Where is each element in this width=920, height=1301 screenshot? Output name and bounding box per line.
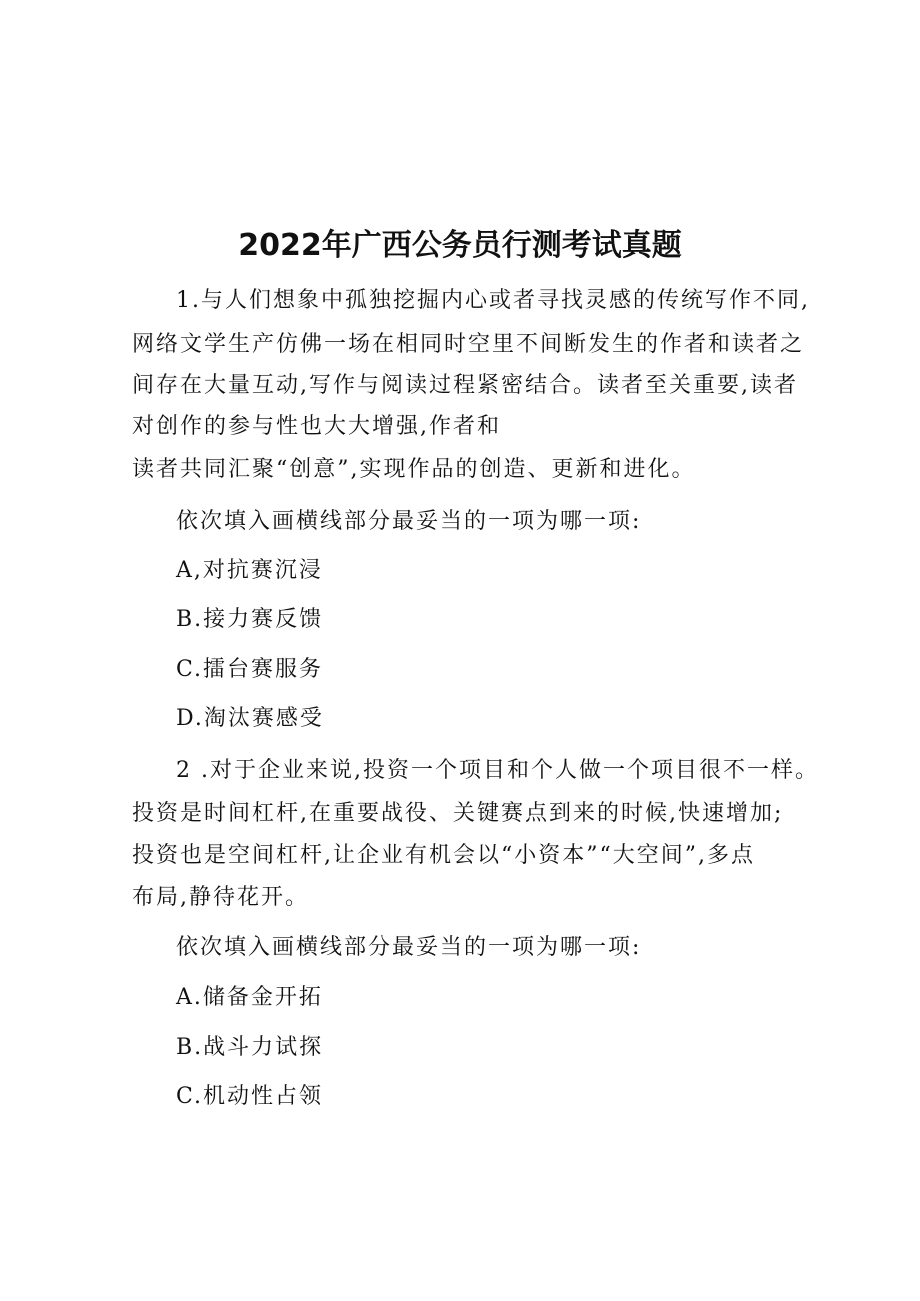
q1-option-a: A,对抗赛沉浸 (176, 558, 323, 583)
q2-option-b: B.战斗力试探 (176, 1035, 324, 1060)
q1-option-b: B.接力赛反馈 (176, 607, 324, 632)
q2-line-4: 布局,静待花开。 (132, 885, 309, 910)
q2-line-1: 2 .对于企业来说,投资一个项目和个人做一个项目很不一样。 (176, 758, 819, 783)
q2-line-2: 投资是时间杠杆,在重要战役、关键赛点到来的时候,快速增加; (132, 801, 784, 826)
q1-line-4: 对创作的参与性也大大增强,作者和 (132, 414, 501, 439)
q2-option-a: A.储备金开拓 (176, 985, 323, 1010)
q1-line-1: 1.与人们想象中孤独挖掘内心或者寻找灵感的传统写作不同, (176, 288, 810, 313)
q1-option-c: C.擂台赛服务 (176, 657, 324, 682)
q1-line-2: 网络文学生产仿佛一场在相同时空里不间断发生的作者和读者之 (132, 332, 805, 357)
q2-prompt: 依次填入画横线部分最妥当的一项为哪一项: (176, 935, 642, 960)
q1-option-d: D.淘汰赛感受 (176, 706, 324, 731)
q1-prompt: 依次填入画横线部分最妥当的一项为哪一项: (176, 509, 642, 534)
q1-line-5: 读者共同汇聚“创意”,实现作品的创造、更新和进化。 (132, 457, 696, 482)
q2-line-3: 投资也是空间杠杆,让企业有机会以“小资本”“大空间”,多点 (132, 843, 755, 868)
q1-line-3: 间存在大量互动,写作与阅读过程紧密结合。读者至关重要,读者 (132, 373, 798, 398)
document-title: 2022年广西公务员行测考试真题 (238, 228, 682, 263)
q2-option-c: C.机动性占领 (176, 1084, 324, 1109)
